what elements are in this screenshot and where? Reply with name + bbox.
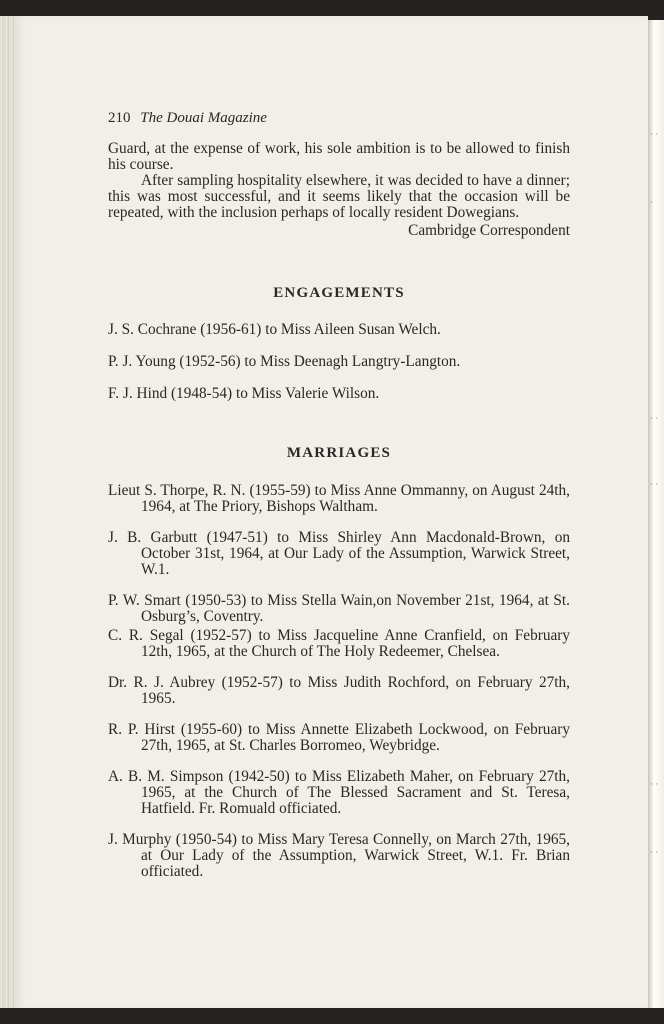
marriage-item: Lieut S. Thorpe, R. N. (1955-59) to Miss Anne Ommanny, on August 24th, 1964, at The Priory, Bishops Waltham. — [108, 482, 570, 515]
running-head — [108, 110, 570, 126]
engagement-item: F. J. Hind (1948-54) to Miss Valerie Wilson. — [108, 385, 380, 402]
margin-mark: · · — [650, 479, 659, 489]
intro-paragraph: After sampling hospitality elsewhere, it was decided to have a dinner; this was most successful, and it seems likely that the occasion will be repeated, with the inclusion perhaps of locally resident Dowegians. — [108, 172, 570, 221]
book-spine-edge — [648, 20, 664, 1010]
margin-mark: · — [650, 197, 653, 207]
engagements-heading: ENGAGEMENTS — [273, 285, 405, 301]
marriage-item: J. B. Garbutt (1947-51) to Miss Shirley Ann Macdonald-Brown, on October 31st, 1964, at Our Lady of the Assumption, Warwick Street, W.1. — [108, 529, 570, 578]
engagement-item: P. J. Young (1952-56) to Miss Deenagh Langtry-Langton. — [108, 353, 461, 370]
correspondent-signoff: Cambridge Correspondent — [408, 222, 570, 239]
margin-mark: · · — [650, 847, 659, 857]
page-number: 210 — [108, 110, 131, 126]
marriage-item: R. P. Hirst (1955-60) to Miss Annette Elizabeth Lockwood, on February 27th, 1965, at St. Charles Borromeo, Weybridge. — [108, 721, 570, 754]
engagements-list — [108, 322, 570, 402]
scan-border-bottom — [0, 1008, 664, 1024]
margin-mark: · · — [650, 779, 659, 789]
marriage-item: A. B. M. Simpson (1942-50) to Miss Elizabeth Maher, on February 27th, 1965, at the Church of The Blessed Sacrament and St. Teresa, Hatfield. Fr. Romuald officiated. — [108, 768, 570, 817]
margin-mark: · · — [650, 413, 659, 423]
marriage-item: J. Murphy (1950-54) to Miss Mary Teresa Connelly, on March 27th, 1965, at Our Lady of the Assumption, Warwick Street, W.1. Fr. Brian officiated. — [108, 831, 570, 880]
intro-paragraph: Guard, at the expense of work, his sole ambition is to be allowed to finish his course. — [108, 140, 570, 173]
marriage-item: C. R. Segal (1952-57) to Miss Jacqueline Anne Cranfield, on February 12th, 1965, at the Church of The Holy Redeemer, Chelsea. — [108, 627, 570, 660]
marriages-list — [108, 483, 570, 880]
engagement-item: J. S. Cochrane (1956-61) to Miss Aileen Susan Welch. — [108, 321, 441, 338]
marriage-item: P. W. Smart (1950-53) to Miss Stella Wain,on November 21st, 1964, at St. Osburg’s, Coventry. — [108, 592, 570, 625]
page-content — [108, 110, 570, 895]
marriage-item: Dr. R. J. Aubrey (1952-57) to Miss Judith Rochford, on February 27th, 1965. — [108, 674, 570, 707]
magazine-title: The Douai Magazine — [140, 110, 267, 126]
marriages-heading: MARRIAGES — [286, 445, 392, 461]
margin-mark: · · — [650, 129, 659, 139]
